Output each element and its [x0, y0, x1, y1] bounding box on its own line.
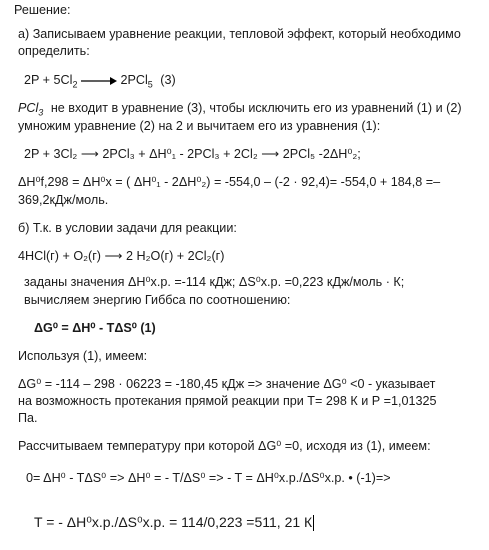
- note-species: PCl: [18, 101, 39, 115]
- combined-equation: 2P + 3Cl₂ ⟶ 2PCl₃ + ΔH⁰₁ - 2PCl₃ + 2Cl₂ ⟶ 2PCl₅ -2ΔH⁰₂;: [24, 147, 361, 161]
- part-a-intro-line-1: а) Записываем уравнение реакции, тепловой эффект, который необходимо: [18, 27, 461, 41]
- calc-line-2: на возможность протекания прямой реакции при Т= 298 К и Р =1,01325: [18, 394, 437, 408]
- given-values-line-1: заданы значения ΔH⁰х.р. =-114 кДж; ΔS⁰х.р. =0,223 кДж/моль · К;: [24, 275, 405, 289]
- temp-intro: Рассчитываем температуру при которой ΔG⁰ =0, исходя из (1), имеем:: [18, 439, 431, 453]
- result-line-1: ΔH⁰f,298 = ΔH⁰x = ( ΔH⁰₁ - 2ΔH⁰₂) = -554,0 – (-2 · 92,4)= -554,0 + 184,8 =–: [18, 175, 441, 189]
- note-text-1: не входит в уравнение (3), чтобы исключить его из уравнений (1) и (2): [50, 101, 462, 115]
- result-line-2: 369,2кДж/моль.: [18, 193, 109, 207]
- part-b-intro: б) Т.к. в условии задачи для реакции:: [18, 221, 237, 235]
- reaction-arrow-icon: [81, 76, 117, 86]
- using-line: Используя (1), имеем:: [18, 349, 148, 363]
- solution-heading: Решение:: [14, 3, 71, 17]
- gibbs-formula: ΔG⁰ = ΔH⁰ - TΔS⁰ (1): [34, 321, 156, 335]
- note-line-2: умножим уравнение (2) на 2 и вычитаем его из уравнения (1):: [18, 119, 381, 133]
- reaction-b: 4HCl(г) + O₂(г) ⟶ 2 H₂O(г) + 2Cl₂(г): [18, 249, 225, 263]
- eq3-right-sub: 5: [147, 79, 153, 90]
- calc-line-1: ΔG⁰ = -114 – 298 · 06223 = -180,45 кДж => значение ΔG⁰ <0 - указывает: [18, 377, 436, 391]
- eq3-left: 2P + 5Cl: [24, 73, 73, 87]
- eq3-left-sub: 2: [72, 79, 78, 90]
- final-temperature-text: T = - ΔH⁰х.р./ΔS⁰х.р. = 114/0,223 =511, 21 К: [34, 514, 313, 530]
- final-temperature: [34, 514, 314, 531]
- equation-3: [24, 72, 176, 88]
- text-cursor: [313, 515, 314, 531]
- given-values-line-2: вычисляем энергию Гиббса по соотношению:: [24, 293, 291, 307]
- part-a-intro-line-2: определить:: [18, 44, 90, 58]
- calc-line-3: Па.: [18, 411, 38, 425]
- eq3-number: (3): [160, 73, 176, 87]
- note-line-1: [18, 100, 462, 116]
- note-species-sub: 3: [38, 107, 44, 118]
- eq3-right: 2PCl: [120, 73, 148, 87]
- derivation-line: 0= ΔH⁰ - TΔS⁰ => ΔH⁰ = - T/ΔS⁰ => - T = ΔH⁰х.р./ΔS⁰х.р. • (-1)=>: [26, 471, 391, 485]
